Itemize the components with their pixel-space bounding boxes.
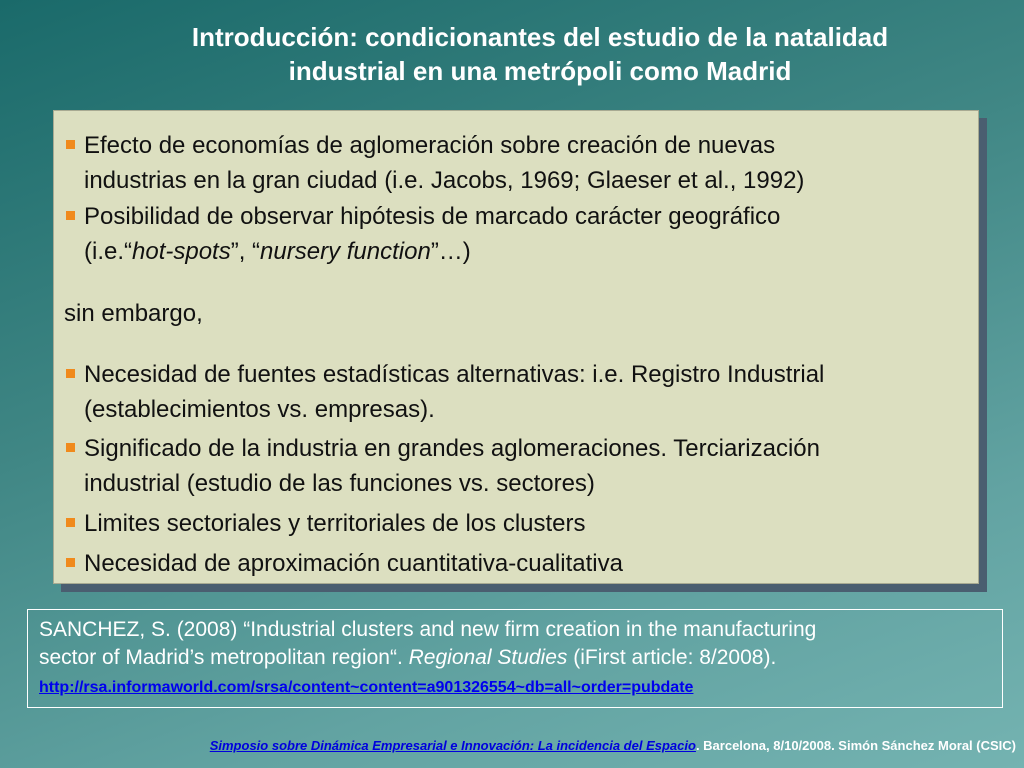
- bullet-line-1: Necesidad de aproximación cuantitativa-cualitativa: [84, 550, 623, 577]
- bullet-line-2: industrial (estudio de las funciones vs. sectores): [84, 470, 595, 497]
- bullet-item: [66, 431, 966, 501]
- bullet-line-1: Efecto de economías de aglomeración sobre creación de nuevas: [84, 132, 776, 159]
- bullet-item: [66, 546, 966, 581]
- bullet-item: [66, 199, 966, 269]
- bullet-item: [66, 506, 966, 541]
- square-bullet-icon: [66, 558, 75, 567]
- square-bullet-icon: [66, 140, 75, 149]
- reference-line-2: sector of Madrid’s metropolitan region“. Regional Studies (iFirst article: 8/2008).: [39, 646, 777, 669]
- slide-footer: [0, 738, 1016, 753]
- reference-box: [27, 609, 1003, 708]
- bullet-line-1: Posibilidad de observar hipótesis de marcado carácter geográfico: [84, 203, 781, 230]
- slide-title: [100, 20, 980, 88]
- event-link[interactable]: Simposio sobre Dinámica Empresarial e Innovación: La incidencia del Espacio: [209, 738, 696, 753]
- bullet-item: [66, 128, 966, 198]
- connector-text: sin embargo,: [64, 300, 203, 327]
- bullet-item: [66, 357, 966, 427]
- bullet-line-1: Necesidad de fuentes estadísticas alternativas: i.e. Registro Industrial: [84, 361, 825, 388]
- title-line-2: industrial en una metrópoli como Madrid: [288, 56, 792, 86]
- square-bullet-icon: [66, 443, 75, 452]
- bullet-line-1: Significado de la industria en grandes aglomeraciones. Terciarización: [84, 435, 820, 462]
- reference-line-1: SANCHEZ, S. (2008) “Industrial clusters and new firm creation in the manufacturing: [39, 618, 817, 641]
- reference-link[interactable]: http://rsa.informaworld.com/srsa/content~content=a901326554~db=all~order=pubdate: [39, 679, 694, 696]
- bullet-line-2: industrias en la gran ciudad (i.e. Jacobs, 1969; Glaeser et al., 1992): [84, 167, 805, 194]
- bullet-line-2: (i.e.“hot-spots”, “nursery function”…): [84, 238, 471, 265]
- bullet-line-2: (establecimientos vs. empresas).: [84, 396, 435, 423]
- square-bullet-icon: [66, 518, 75, 527]
- square-bullet-icon: [66, 369, 75, 378]
- bullet-line-1: Limites sectoriales y territoriales de los clusters: [84, 510, 586, 537]
- square-bullet-icon: [66, 211, 75, 220]
- footer-details: . Barcelona, 8/10/2008. Simón Sánchez Moral (CSIC): [695, 738, 1016, 753]
- content-box: [53, 110, 979, 584]
- title-line-1: Introducción: condicionantes del estudio de la natalidad: [191, 22, 889, 52]
